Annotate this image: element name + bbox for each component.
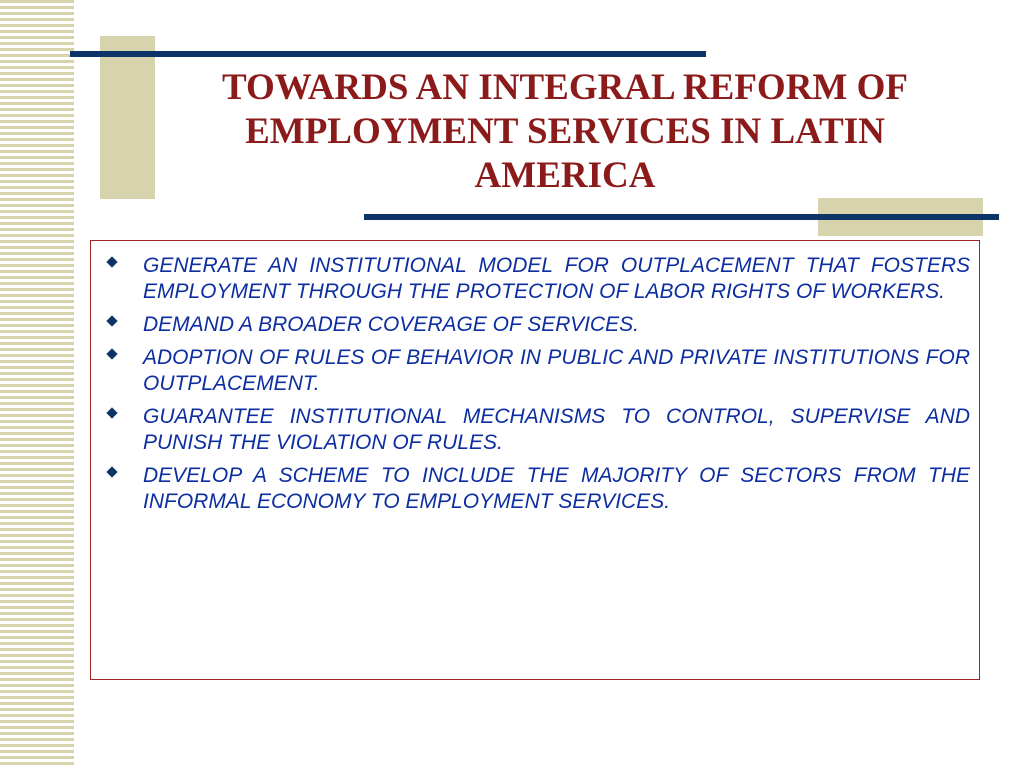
navy-accent-line-bottom bbox=[364, 214, 999, 220]
bullet-item bbox=[91, 253, 970, 305]
beige-accent-block-top bbox=[100, 36, 155, 199]
bullet-item bbox=[91, 463, 970, 515]
left-stripe-decoration bbox=[0, 0, 74, 768]
bullet-item bbox=[91, 404, 970, 456]
bullet-text: GUARANTEE INSTITUTIONAL MECHANISMS TO CONTROL, SUPERVISE AND PUNISH THE VIOLATION OF RULES. bbox=[143, 405, 970, 454]
bullet-list bbox=[91, 241, 979, 515]
bullet-text: GENERATE AN INSTITUTIONAL MODEL FOR OUTPLACEMENT THAT FOSTERS EMPLOYMENT THROUGH THE PROTECTION OF LABOR RIGHTS OF WORKERS. bbox=[143, 254, 970, 303]
diamond-bullet-icon bbox=[106, 466, 117, 477]
bullet-item bbox=[91, 345, 970, 397]
slide-title: TOWARDS AN INTEGRAL REFORM OF EMPLOYMENT SERVICES IN LATIN AMERICA bbox=[222, 67, 908, 196]
navy-accent-line-top bbox=[70, 51, 706, 57]
bullet-text: ADOPTION OF RULES OF BEHAVIOR IN PUBLIC AND PRIVATE INSTITUTIONS FOR OUTPLACEMENT. bbox=[143, 346, 970, 395]
diamond-bullet-icon bbox=[106, 407, 117, 418]
content-box bbox=[90, 240, 980, 680]
diamond-bullet-icon bbox=[106, 315, 117, 326]
bullet-item bbox=[91, 312, 970, 338]
diamond-bullet-icon bbox=[106, 256, 117, 267]
diamond-bullet-icon bbox=[106, 348, 117, 359]
bullet-text: DEVELOP A SCHEME TO INCLUDE THE MAJORITY OF SECTORS FROM THE INFORMAL ECONOMY TO EMPLOYMENT SERVICES. bbox=[143, 464, 970, 513]
bullet-text: DEMAND A BROADER COVERAGE OF SERVICES. bbox=[143, 313, 639, 336]
